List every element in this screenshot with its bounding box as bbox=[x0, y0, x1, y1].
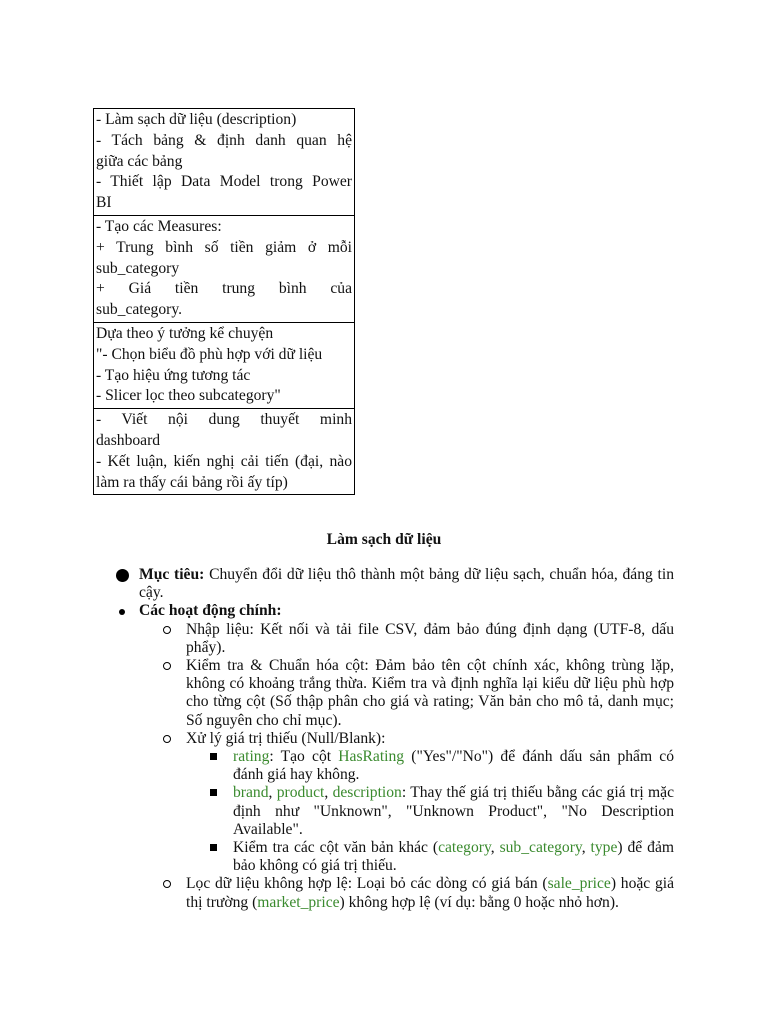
cell-line: dashboard bbox=[96, 431, 161, 449]
cell-line: làm ra thấy cái bảng rồi ấy típ) bbox=[96, 473, 288, 491]
hollow-circle-bullet-icon bbox=[163, 735, 171, 743]
goal-text: Chuyển đổi dữ liệu thô thành một bảng dữ liệu sạch, chuẩn hóa, đáng tin cậy. bbox=[139, 566, 674, 602]
column-name: sale_price bbox=[547, 875, 611, 893]
list-item bbox=[139, 875, 674, 911]
list-item-goal bbox=[0, 566, 768, 602]
text-run: , bbox=[490, 839, 500, 857]
goal-label: Mục tiêu: bbox=[139, 566, 205, 583]
table-cell bbox=[94, 109, 355, 216]
activity-import: Nhập liệu: Kết nối và tải file CSV, đảm bảo đúng định dạng (UTF-8, dấu phẩy). bbox=[186, 620, 674, 656]
cell-line: - Tách bảng & định danh quan hệ bbox=[96, 131, 352, 149]
list-item bbox=[139, 730, 674, 876]
section-content bbox=[0, 566, 768, 912]
column-name: product bbox=[276, 784, 325, 802]
list-item-activities bbox=[0, 602, 768, 911]
table-cell bbox=[94, 215, 355, 322]
list-item bbox=[186, 748, 674, 784]
list-item bbox=[186, 839, 674, 875]
cell-line: - Làm sạch dữ liệu (description) bbox=[96, 111, 297, 128]
cell-line: - Viết nội dung thuyết minh bbox=[96, 411, 352, 429]
text-run: ) để đảm bảo không có giá trị thiếu. bbox=[233, 839, 675, 875]
square-bullet-icon bbox=[210, 844, 217, 851]
hollow-circle-bullet-icon bbox=[163, 880, 171, 888]
list-item bbox=[186, 784, 674, 839]
text-run: : Thay thế giá trị thiếu bằng các giá trị mặc định như "Unknown", "Unknown Product", "No Description Available". bbox=[233, 784, 675, 838]
cell-line: - Tạo các Measures: bbox=[96, 217, 222, 235]
cell-line: - Slicer lọc theo subcategory" bbox=[96, 387, 281, 405]
column-name: brand bbox=[233, 784, 269, 802]
text-run: Kiểm tra các cột văn bản khác ( bbox=[233, 839, 439, 857]
list-item bbox=[139, 621, 674, 657]
list-item bbox=[139, 657, 674, 730]
table-row bbox=[94, 109, 355, 216]
table-cell bbox=[94, 409, 355, 495]
column-name: type bbox=[590, 839, 618, 857]
activities-label: Các hoạt động chính: bbox=[139, 602, 282, 620]
activities-list bbox=[139, 621, 674, 912]
cell-line: - Tạo hiệu ứng tương tác bbox=[96, 366, 251, 384]
square-bullet-icon bbox=[210, 789, 217, 796]
filled-circle-bullet-icon bbox=[116, 566, 129, 587]
text-run: , bbox=[268, 784, 277, 802]
activity-check: Kiểm tra & Chuẩn hóa cột: Đảm bảo tên cột chính xác, không trùng lặp, không có khoảng trắng thừa. Kiểm tra và định nghĩa lại kiểu dữ liệu phù hợp cho từng cột (Số thập phân cho giá và rating; Văn bản cho mô tả, danh mục; Số nguyên cho chỉ mục). bbox=[186, 657, 674, 729]
text-run: Lọc dữ liệu không hợp lệ: Loại bỏ các dòng có giá bán ( bbox=[186, 875, 548, 893]
column-name: rating bbox=[233, 748, 270, 766]
table-cell bbox=[94, 322, 355, 408]
cell-line: sub_category bbox=[96, 259, 180, 277]
cell-line: sub_category. bbox=[96, 301, 183, 319]
text-run: : Tạo cột bbox=[269, 748, 339, 766]
section-title: Làm sạch dữ liệu bbox=[326, 531, 442, 548]
text-run: , bbox=[324, 784, 333, 802]
table-row bbox=[94, 409, 355, 495]
text-run: ) không hợp lệ (ví dụ: bằng 0 hoặc nhỏ hơn). bbox=[339, 893, 619, 911]
hollow-circle-bullet-icon bbox=[163, 662, 171, 670]
cell-line: + Giá tiền trung bình của bbox=[96, 280, 352, 298]
cell-line: Dựa theo ý tưởng kể chuyện bbox=[96, 324, 274, 342]
cell-line: BI bbox=[96, 194, 112, 212]
cell-line: + Trung bình số tiền giảm ở mỗi bbox=[96, 238, 352, 256]
small-dot-bullet-icon bbox=[116, 602, 125, 620]
square-bullet-icon bbox=[210, 753, 217, 760]
activity-missing: Xử lý giá trị thiếu (Null/Blank): bbox=[186, 729, 386, 747]
missing-values-list bbox=[186, 748, 674, 875]
table-row bbox=[94, 215, 355, 322]
cell-line: "- Chọn biểu đồ phù hợp với dữ liệu bbox=[96, 345, 323, 363]
text-run: ) hoặc giá thị trường ( bbox=[186, 875, 675, 911]
cell-line: - Kết luận, kiến nghị cải tiến (đại, nào bbox=[96, 452, 352, 470]
column-name: HasRating bbox=[338, 748, 405, 766]
main-list bbox=[0, 566, 768, 912]
column-name: market_price bbox=[257, 893, 340, 911]
column-name: category bbox=[438, 839, 491, 857]
column-name: description bbox=[332, 784, 402, 802]
hollow-circle-bullet-icon bbox=[163, 626, 171, 634]
task-table bbox=[93, 108, 355, 495]
cell-line: - Thiết lập Data Model trong Power bbox=[96, 173, 352, 191]
cell-line: giữa các bảng bbox=[96, 152, 183, 170]
column-name: sub_category bbox=[499, 839, 582, 857]
text-run: ("Yes"/"No") để đánh dấu sản phẩm có đánh giá hay không. bbox=[233, 748, 674, 784]
table-row bbox=[94, 322, 355, 408]
text-run: , bbox=[581, 839, 591, 857]
